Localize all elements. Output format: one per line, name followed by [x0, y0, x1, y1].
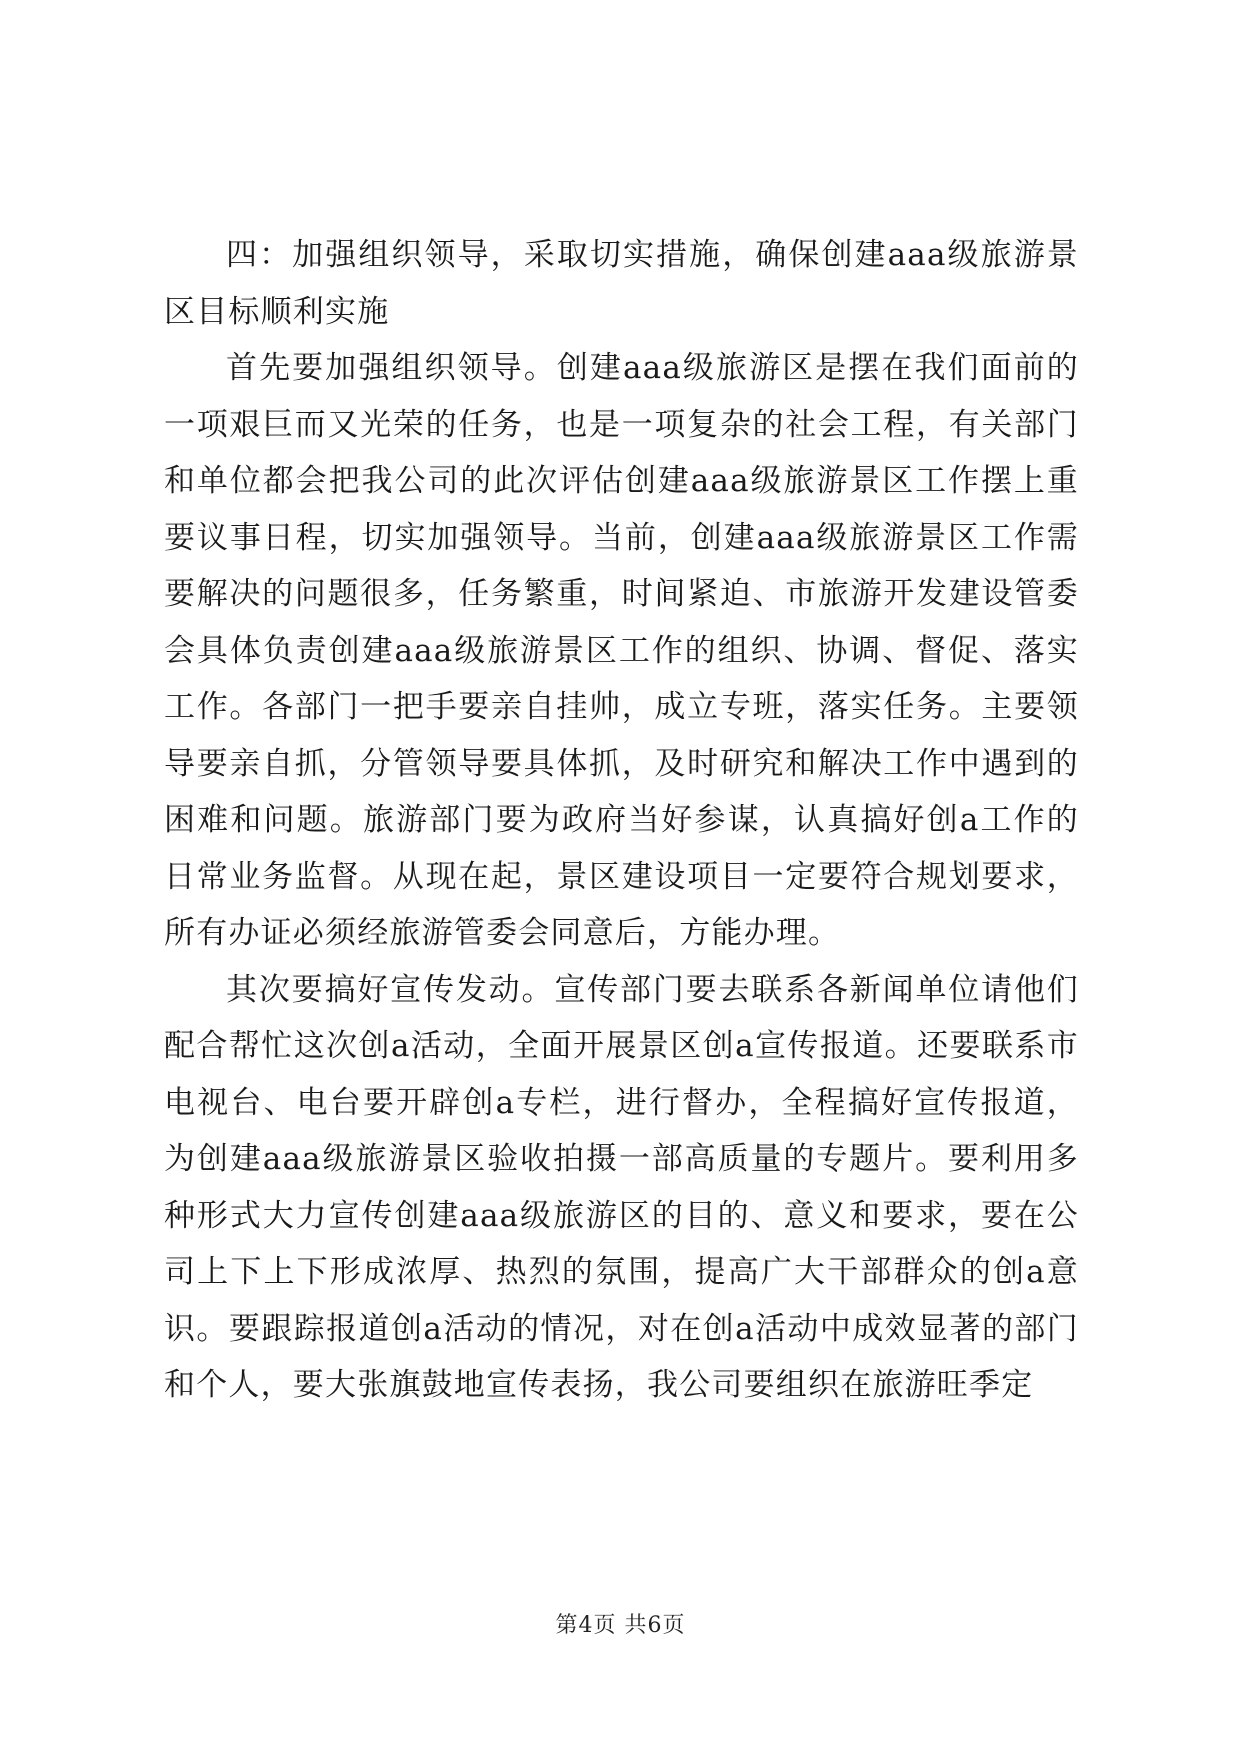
body-paragraph-leadership: 首先要加强组织领导。创建aaa级旅游区是摆在我们面前的一项艰巨而又光荣的任务，也是一项复杂的社会工程，有关部门和单位都会把我公司的此次评估创建aaa级旅游景区工作摆上重要议事日程，切实加强领导。当前，创建aaa级旅游景区工作需要解决的问题很多，任务繁重，时间紧迫、市旅游开发建设管委会具体负责创建aaa级旅游景区工作的组织、协调、督促、落实工作。各部门一把手要亲自挂帅，成立专班，落实任务。主要领导要亲自抓，分管领导要具体抓，及时研究和解决工作中遇到的困难和问题。旅游部门要为政府当好参谋，认真搞好创a工作的日常业务监督。从现在起，景区建设项目一定要符合规划要求，所有办证必须经旅游管委会同意后，方能办理。 [164, 350, 1079, 951]
page-number-footer: 第4页 共6页 [555, 1613, 686, 1638]
body-paragraph-publicity: 其次要搞好宣传发动。宣传部门要去联系各新闻单位请他们配合帮忙这次创a活动，全面开展景区创a宣传报道。还要联系市电视台、电台要开辟创a专栏，进行督办，全程搞好宣传报道，为创建aaa级旅游景区验收拍摄一部高质量的专题片。要利用多种形式大力宣传创建aaa级旅游区的目的、意义和要求，要在公司上下上下形成浓厚、热烈的氛围，提高广大干部群众的创a意识。要跟踪报道创a活动的情况，对在创a活动中成效显著的部门和个人，要大张旗鼓地宣传表扬，我公司要组织在旅游旺季定 [164, 971, 1079, 1403]
section-heading-paragraph: 四：加强组织领导，采取切实措施，确保创建aaa级旅游景区目标顺利实施 [164, 237, 1079, 330]
document-body [164, 227, 1079, 1414]
